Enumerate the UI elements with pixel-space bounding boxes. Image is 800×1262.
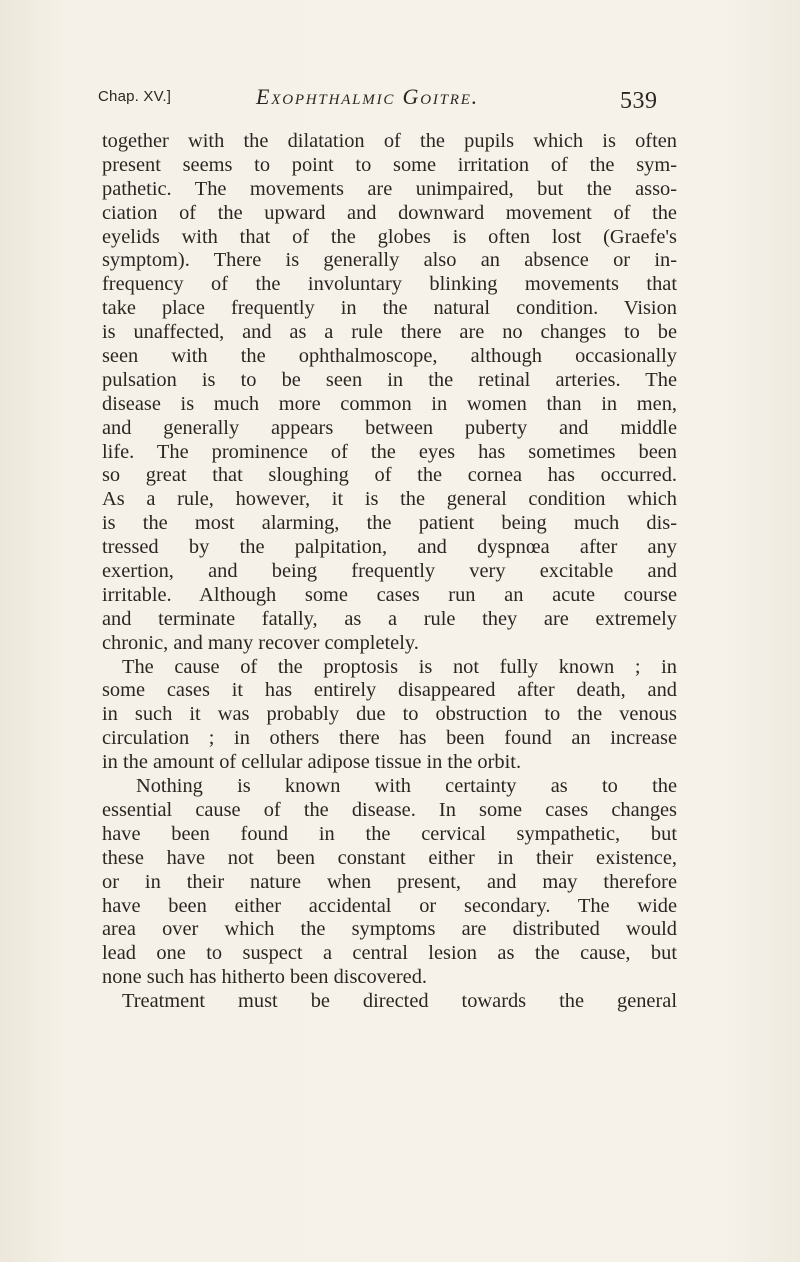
text-line: take place frequently in the natural condition. Vision bbox=[102, 297, 677, 320]
text-line: exertion, and being frequently very excitable and bbox=[102, 560, 677, 583]
body-text bbox=[102, 130, 677, 1014]
text-line: or in their nature when present, and may therefore bbox=[102, 870, 677, 893]
page-number: 539 bbox=[620, 88, 658, 114]
text-line: is the most alarming, the patient being much dis- bbox=[102, 512, 677, 535]
text-line: have been either accidental or secondary. The wide bbox=[102, 894, 677, 917]
running-head bbox=[98, 84, 658, 120]
text-line: ciation of the upward and downward movement of the bbox=[102, 201, 677, 224]
text-line: in the amount of cellular adipose tissue in the orbit. bbox=[102, 751, 522, 774]
text-line: disease is much more common in women than in men, bbox=[102, 392, 677, 415]
text-line: present seems to point to some irritation of the sym- bbox=[102, 153, 677, 176]
text-line: Treatment must be directed towards the general bbox=[122, 990, 677, 1013]
text-line: seen with the ophthalmoscope, although occasionally bbox=[102, 345, 677, 368]
text-line: tressed by the palpitation, and dyspnœa after any bbox=[102, 536, 677, 559]
text-line: irritable. Although some cases run an acute course bbox=[102, 583, 677, 606]
text-line: essential cause of the disease. In some cases changes bbox=[102, 798, 677, 821]
text-line: circulation ; in others there has been found an increase bbox=[102, 727, 677, 750]
text-line: in such it was probably due to obstruction to the venous bbox=[102, 703, 677, 726]
text-line: As a rule, however, it is the general condition which bbox=[102, 488, 677, 511]
text-line: and generally appears between puberty and middle bbox=[102, 416, 677, 439]
text-line: have been found in the cervical sympathetic, but bbox=[102, 822, 677, 845]
text-line: Nothing is known with certainty as to the bbox=[136, 775, 677, 798]
text-line: symptom). There is generally also an absence or in- bbox=[102, 249, 677, 272]
text-line: area over which the symptoms are distributed would bbox=[102, 918, 677, 941]
text-line: together with the dilatation of the pupils which is often bbox=[102, 130, 677, 152]
text-line: frequency of the involuntary blinking movements that bbox=[102, 273, 677, 296]
text-line: some cases it has entirely disappeared after death, and bbox=[102, 679, 677, 702]
text-line: The cause of the proptosis is not fully known ; in bbox=[122, 655, 677, 678]
running-title: Exophthalmic Goitre. bbox=[256, 84, 479, 109]
text-line: none such has hitherto been discovered. bbox=[102, 966, 428, 989]
text-line: so great that sloughing of the cornea has occurred. bbox=[102, 464, 677, 487]
text-line: pathetic. The movements are unimpaired, but the asso- bbox=[102, 177, 677, 200]
chapter-label: Chap. XV.] bbox=[98, 88, 172, 105]
text-line: and terminate fatally, as a rule they are extremely bbox=[102, 607, 677, 630]
text-line: eyelids with that of the globes is often lost (Graefe's bbox=[102, 225, 677, 248]
text-line: chronic, and many recover completely. bbox=[102, 631, 419, 654]
text-line: lead one to suspect a central lesion as the cause, but bbox=[102, 942, 677, 965]
text-line: pulsation is to be seen in the retinal arteries. The bbox=[102, 368, 677, 391]
text-line: life. The prominence of the eyes has sometimes been bbox=[102, 440, 677, 463]
text-line: is unaffected, and as a rule there are no changes to be bbox=[102, 321, 677, 344]
text-line: these have not been constant either in their existence, bbox=[102, 846, 677, 869]
